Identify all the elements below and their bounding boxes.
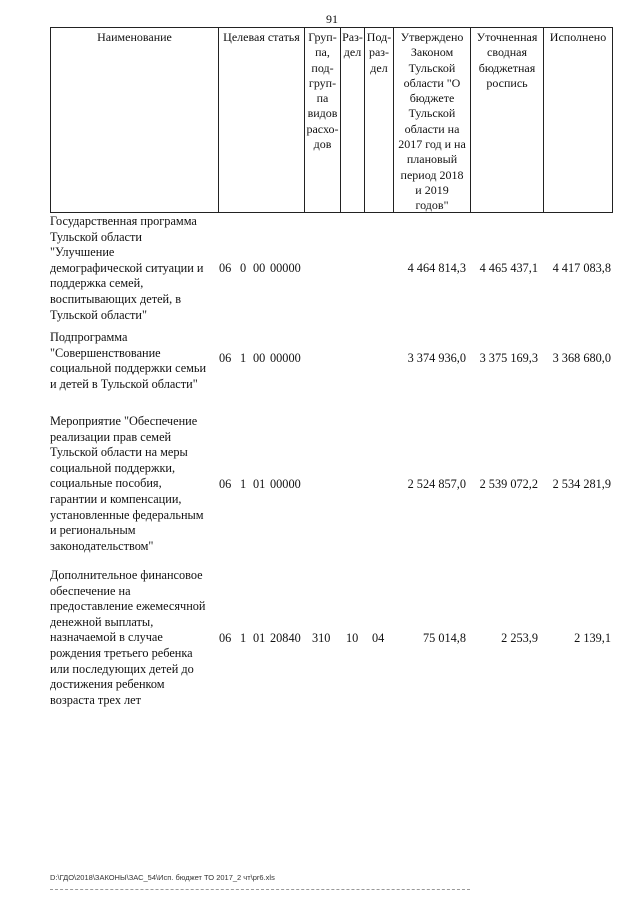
row-cs-subprogram: 1 <box>240 351 247 365</box>
row-refined: 2 253,9 <box>501 631 538 645</box>
row-group: 310 <box>312 631 331 645</box>
header-refined: Уточненная сводная бюджетная роспись <box>471 28 544 212</box>
row-name: Дополнительное финансовое обеспечение на предоставление ежемесячной денежной выплаты, назначаемой в случае рождения третьего ребенка или последующих детей до достижения ребенком возраста трех лет <box>50 568 206 707</box>
header-executed: Исполнено <box>544 28 613 212</box>
row-cs-subprogram: 1 <box>240 631 247 645</box>
header-target-article: Целевая статья <box>219 28 305 212</box>
row-cs-program: 06 <box>219 477 232 491</box>
row-approved: 4 464 814,3 <box>407 261 466 275</box>
row-approved: 75 014,8 <box>422 631 466 645</box>
header-section: Раз- дел <box>341 28 365 212</box>
row-subsection: 04 <box>372 631 385 645</box>
row-cs-program: 06 <box>219 351 232 365</box>
row-cs-measure: 00 <box>253 261 266 275</box>
row-refined: 3 375 169,3 <box>479 351 538 365</box>
row-cs-program: 06 <box>219 261 232 275</box>
row-executed: 2 139,1 <box>574 631 611 645</box>
row-name: Подпрограмма "Совершенствование социальной поддержки семьи и детей в Тульской области" <box>50 330 207 391</box>
row-executed: 4 417 083,8 <box>552 261 611 275</box>
page-number: 91 <box>326 12 338 26</box>
header-group: Груп- па, под- груп- па видов расхо- дов <box>305 28 341 212</box>
row-cs-direction: 00000 <box>270 477 301 491</box>
row-cs-measure: 01 <box>253 631 266 645</box>
row-approved: 3 374 936,0 <box>407 351 466 365</box>
header-approved: Утверждено Законом Тульской области "О бюджете Тульской области на 2017 год и на плановый период 2018 и 2019 годов" <box>394 28 471 212</box>
row-cs-direction: 00000 <box>270 351 301 365</box>
file-path-footer: D:\ГДО\2018\ЗАКОНЫ\ЗАС_54\Исп. бюджет ТО 2017_2 чт\pr6.xls <box>50 873 275 882</box>
table-header <box>50 27 613 213</box>
row-cs-direction: 20840 <box>270 631 301 645</box>
row-executed: 3 368 680,0 <box>552 351 611 365</box>
scan-artifact-line <box>50 889 470 891</box>
row-refined: 4 465 437,1 <box>479 261 538 275</box>
row-cs-subprogram: 1 <box>240 477 247 491</box>
row-cs-direction: 00000 <box>270 261 301 275</box>
row-name: Мероприятие "Обеспечение реализации прав семей Тульской области на меры социальной поддержки, социальные пособия, гарантии и компенсации, установленные федеральным и региональным законодательством" <box>50 414 204 553</box>
row-cs-measure: 00 <box>253 351 266 365</box>
row-approved: 2 524 857,0 <box>407 477 466 491</box>
row-name: Государственная программа Тульской области "Улучшение демографической ситуации и поддержка семей, воспитывающих детей, в Тульской области" <box>50 214 204 322</box>
header-name: Наименование <box>51 28 219 212</box>
row-section: 10 <box>346 631 359 645</box>
row-refined: 2 539 072,2 <box>479 477 538 491</box>
row-cs-program: 06 <box>219 631 232 645</box>
header-subsection: Под- раз- дел <box>365 28 394 212</box>
row-cs-subprogram: 0 <box>240 261 247 275</box>
row-cs-measure: 01 <box>253 477 266 491</box>
row-executed: 2 534 281,9 <box>552 477 611 491</box>
